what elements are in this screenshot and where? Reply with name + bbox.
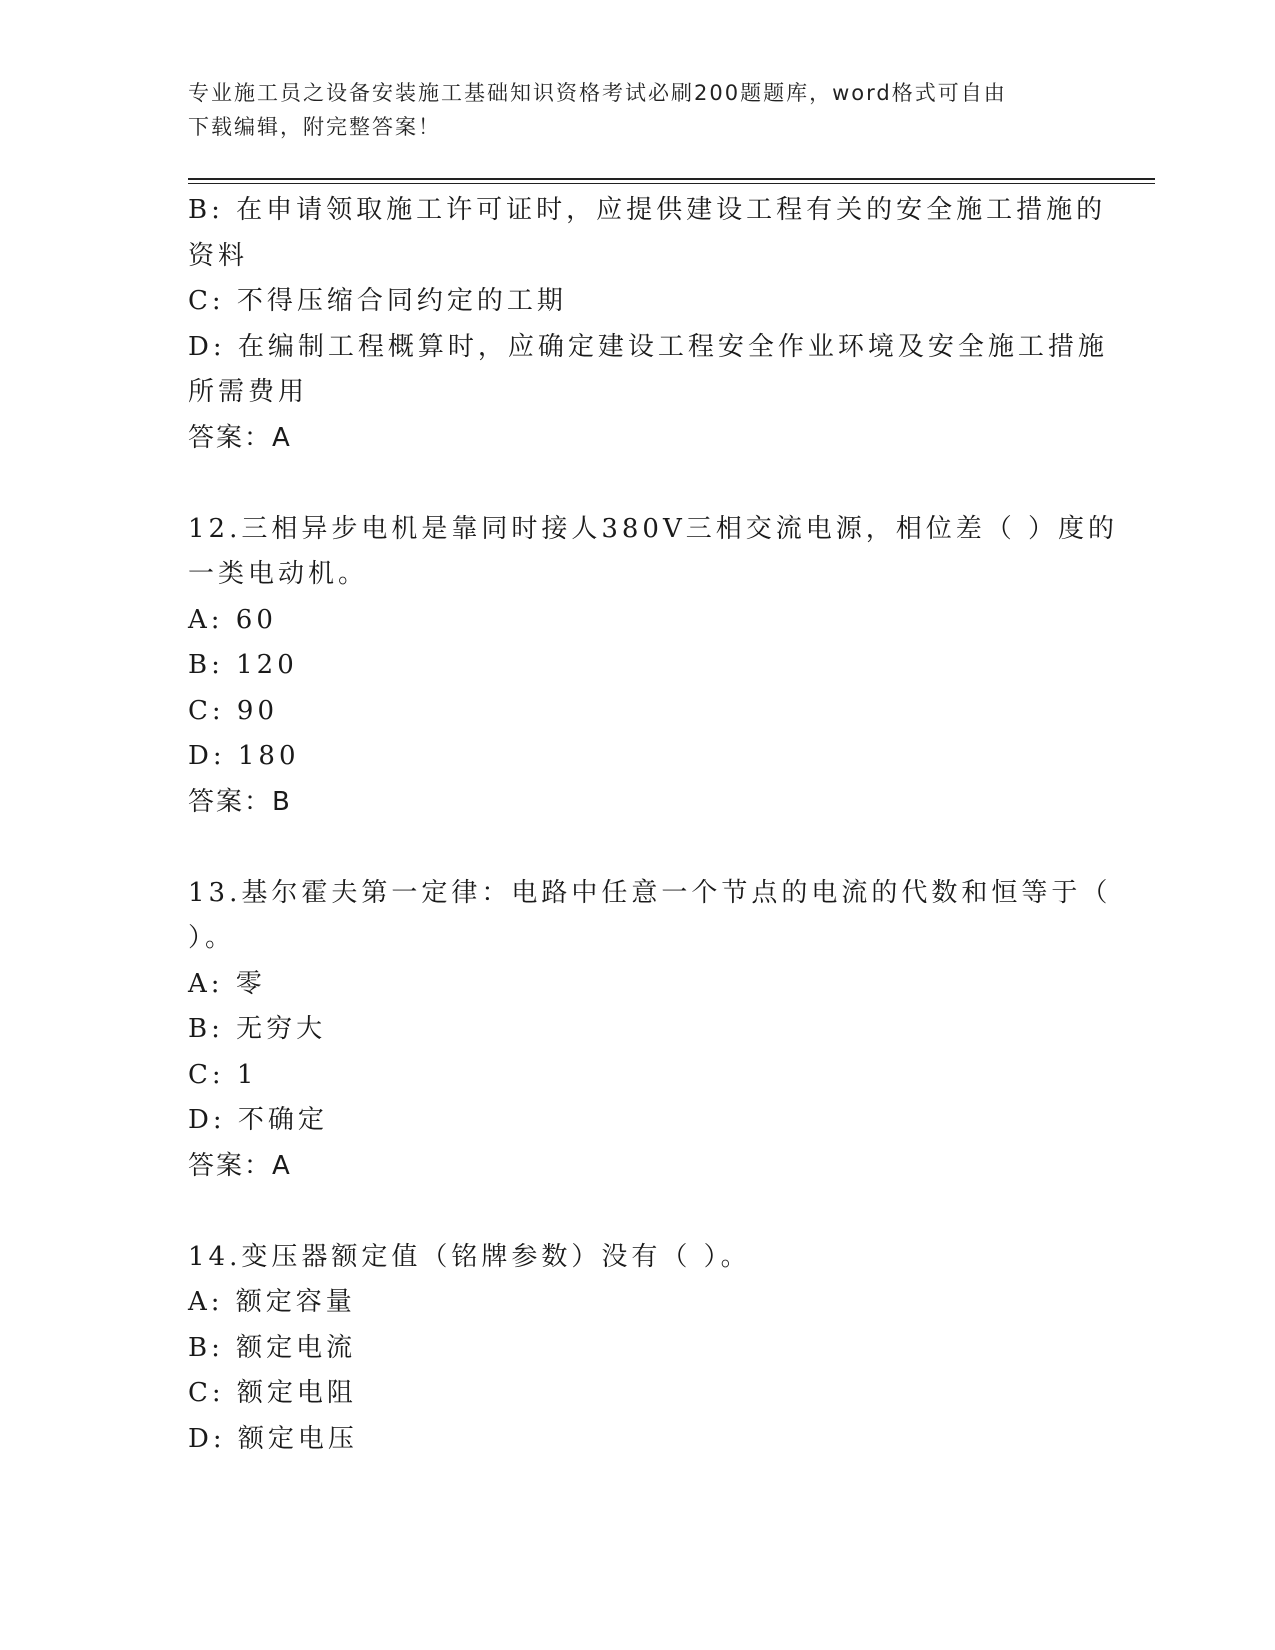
spacer (188, 1189, 1078, 1235)
q12-stem-line-2: 一类电动机。 (188, 559, 369, 589)
question-content (188, 188, 1119, 1462)
q14-option-c: C: 额定电阻 (188, 1378, 357, 1408)
q14-option-d: D: 额定电压 (188, 1423, 358, 1454)
q12-option-d: D: 180 (188, 741, 300, 771)
q13-stem-line-2: ）。 (188, 923, 236, 953)
q13-option-b: B: 无穷大 (188, 1014, 327, 1044)
question-14 (188, 1235, 1078, 1463)
q12-option-a: A: 60 (188, 604, 277, 635)
q13-answer: 答案：A (188, 1150, 292, 1181)
q14-option-a: A: 额定容量 (188, 1287, 356, 1317)
q14-option-b: B: 额定电流 (188, 1332, 357, 1363)
q12-stem-line-1: 12.三相异步电机是靠同时接人380V三相交流电源，相位差（ ）度的 (188, 513, 1119, 544)
q11-option-b-line-1: B: 在申请领取施工许可证时，应提供建设工程有关的安全施工措施的 (188, 195, 1107, 225)
q12-answer: 答案：B (188, 786, 292, 817)
q11-option-d-line-2: 所需费用 (188, 377, 309, 407)
question-12 (188, 507, 1119, 826)
q11-answer: 答案：A (188, 422, 292, 453)
q14-stem: 14.变压器额定值（铭牌参数）没有（ ）。 (188, 1241, 751, 1272)
q12-option-b: B: 120 (188, 650, 298, 680)
q11-option-d-line-1: D: 在编制工程概算时，应确定建设工程安全作业环境及安全施工措施 (188, 331, 1108, 362)
q13-option-d: D: 不确定 (188, 1105, 328, 1135)
header-divider-thick (188, 178, 1155, 180)
document-header (188, 76, 1068, 144)
question-11-tail (188, 188, 1108, 461)
q13-option-a: A: 零 (188, 968, 266, 999)
header-line-1: 专业施工员之设备安装施工基础知识资格考试必刷200题题库，word格式可自由 (188, 81, 1007, 105)
q13-stem-line-1: 13.基尔霍夫第一定律：电路中任意一个节点的电流的代数和恒等于（ (188, 877, 1112, 908)
header-line-2: 下载编辑，附完整答案！ (188, 115, 441, 139)
q12-option-c: C: 90 (188, 695, 279, 726)
q11-option-c: C: 不得压缩合同约定的工期 (188, 286, 567, 316)
spacer (188, 461, 1078, 507)
header-divider-thin (188, 183, 1155, 184)
spacer (188, 825, 1078, 871)
question-13 (188, 871, 1112, 1190)
q13-option-c: C: 1 (188, 1059, 258, 1090)
q11-option-b-line-2: 资料 (188, 240, 249, 271)
